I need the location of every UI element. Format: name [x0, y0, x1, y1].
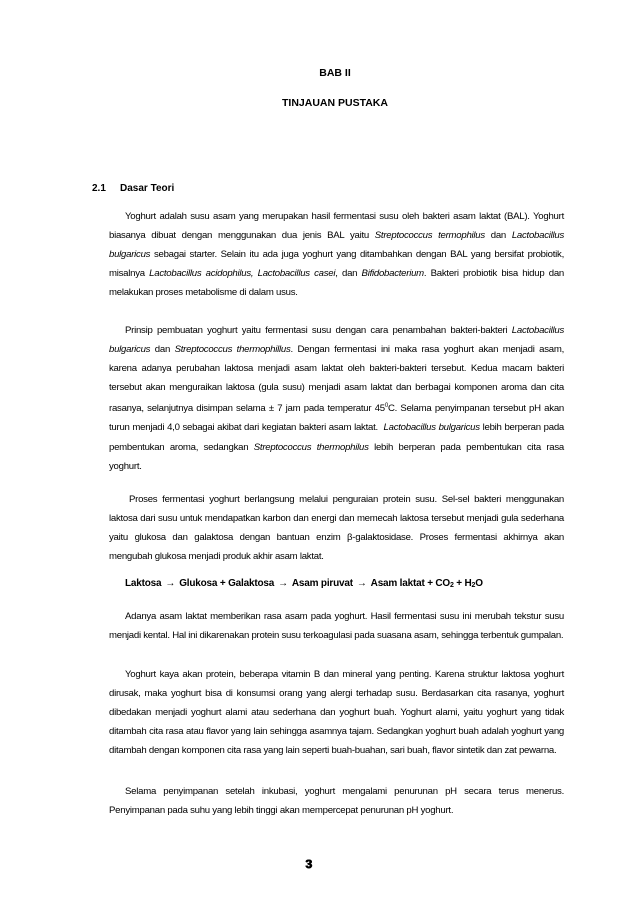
chapter-title: TINJAUAN PUSTAKA	[282, 97, 388, 109]
paragraph-acid-effect: Adanya asam laktat memberikan rasa asam pada yoghurt. Hasil fermentasi susu ini merubah tekstur susu menjadi kental. Hal ini dikarenakan protein susu terkoagulasi pada suasana asam, sehingga terbentuk gumpalan.	[109, 611, 564, 642]
chapter-number: BAB II	[319, 67, 351, 79]
fermentation-equation	[125, 578, 483, 589]
page-number: 3	[305, 857, 312, 871]
eq-oxygen: O	[475, 578, 483, 589]
eq-arrow-3: →	[356, 578, 367, 589]
section-heading	[92, 183, 174, 194]
eq-arrow-1: →	[165, 578, 176, 589]
eq-arrow-2: →	[278, 578, 288, 589]
section-title: Dasar Teori	[120, 183, 175, 194]
eq-glucose-galactose: Glukosa + Galaktosa	[179, 578, 275, 589]
paragraph-fermentation-process: Proses fermentasi yoghurt berlangsung melalui penguraian protein susu. Sel-sel bakteri menggunakan laktosa dari susu untuk mendapatkan karbon dan energi dan memecah laktosa tersebut menjadi gula sederhana yaitu glukosa dan galaktosa dengan bantuan enzim β-galaktosidase. Proses fermentasi akhirnya akan mengubah glukosa menjadi produk akhir asam laktat.	[109, 494, 564, 563]
paragraph-yoghurt-definition: Yoghurt adalah susu asam yang merupakan hasil fermentasi susu oleh bakteri asam laktat (BAL). Yoghurt biasanya dibuat dengan menggunakan dua jenis BAL yaitu Streptococcus termophilus dan Lactobacillus bulgaricus sebagai starter. Selain itu ada juga yoghurt yang ditambahkan dengan BAL yang bersifat probiotik, misalnya Lactobacillus acidophilus, Lactobacillus casei, dan Bifidobacterium. Bakteri probiotik bisa hidup dan melakukan proses metabolisme di dalam usus.	[109, 211, 565, 299]
eq-lactic-acid: Asam laktat + CO	[370, 578, 451, 589]
section-number: 2.1	[92, 183, 106, 194]
paragraph-yoghurt-types: Yoghurt kaya akan protein, beberapa vitamin B dan mineral yang penting. Karena struktur laktosa yoghurt dirusak, maka yoghurt bisa di konsumsi orang yang alergi terhadap susu. Berdasarkan cita rasanya, yoghurt dibedakan menjadi yoghurt alami atau sederhana dan yoghurt buah. Yoghurt alami, yaitu yoghurt yang tidak ditambah cita rasa atau flavor yang lain sehingga asamnya tajam. Sedangkan yoghurt buah adalah yoghurt yang ditambah dengan komponen cita rasa yang lain seperti buah-buahan, sari buah, flavor sintetik dan zat pewarna.	[109, 669, 564, 757]
eq-lactose: Laktosa	[125, 578, 162, 589]
eq-co2-subscript: 2	[450, 582, 454, 589]
paragraph-storage: Selama penyimpanan setelah inkubasi, yoghurt mengalami penurunan pH secara terus menerus. Penyimpanan pada suhu yang lebih tinggi akan mempercepat penurunan pH yoghurt.	[109, 786, 564, 817]
eq-plus-h: + H	[453, 578, 472, 589]
paragraph-production-principle: Prinsip pembuatan yoghurt yaitu fermentasi susu dengan cara penambahan bakteri-bakteri Lactobacillus bulgaricus dan Streptococcus thermophillus. Dengan fermentasi ini maka rasa yoghurt akan menjadi asam, karena adanya perubahan laktosa menjadi asam laktat oleh bakteri-bakteri tersebut. Kedua macam bakteri tersebut akan menguraikan laktosa (gula susu) menjadi asam laktat dan berbagai komponen aroma dan cita rasanya, selanjutnya disimpan selama ± 7 jam pada temperatur $45^0C$. Selama penyimpanan tersebut pH akan turun menjadi 4,0 sebagai akibat dari kegiatan bakteri asam laktat. Lactobacillus bulgaricus lebih berperan pada pembentukan aroma, sedangkan Streptococcus thermophilus lebih berperan pada pembentukan cita rasa yoghurt.	[109, 325, 565, 472]
eq-pyruvate: Asam piruvat	[291, 578, 353, 589]
eq-h2o-subscript: 2	[471, 582, 476, 589]
